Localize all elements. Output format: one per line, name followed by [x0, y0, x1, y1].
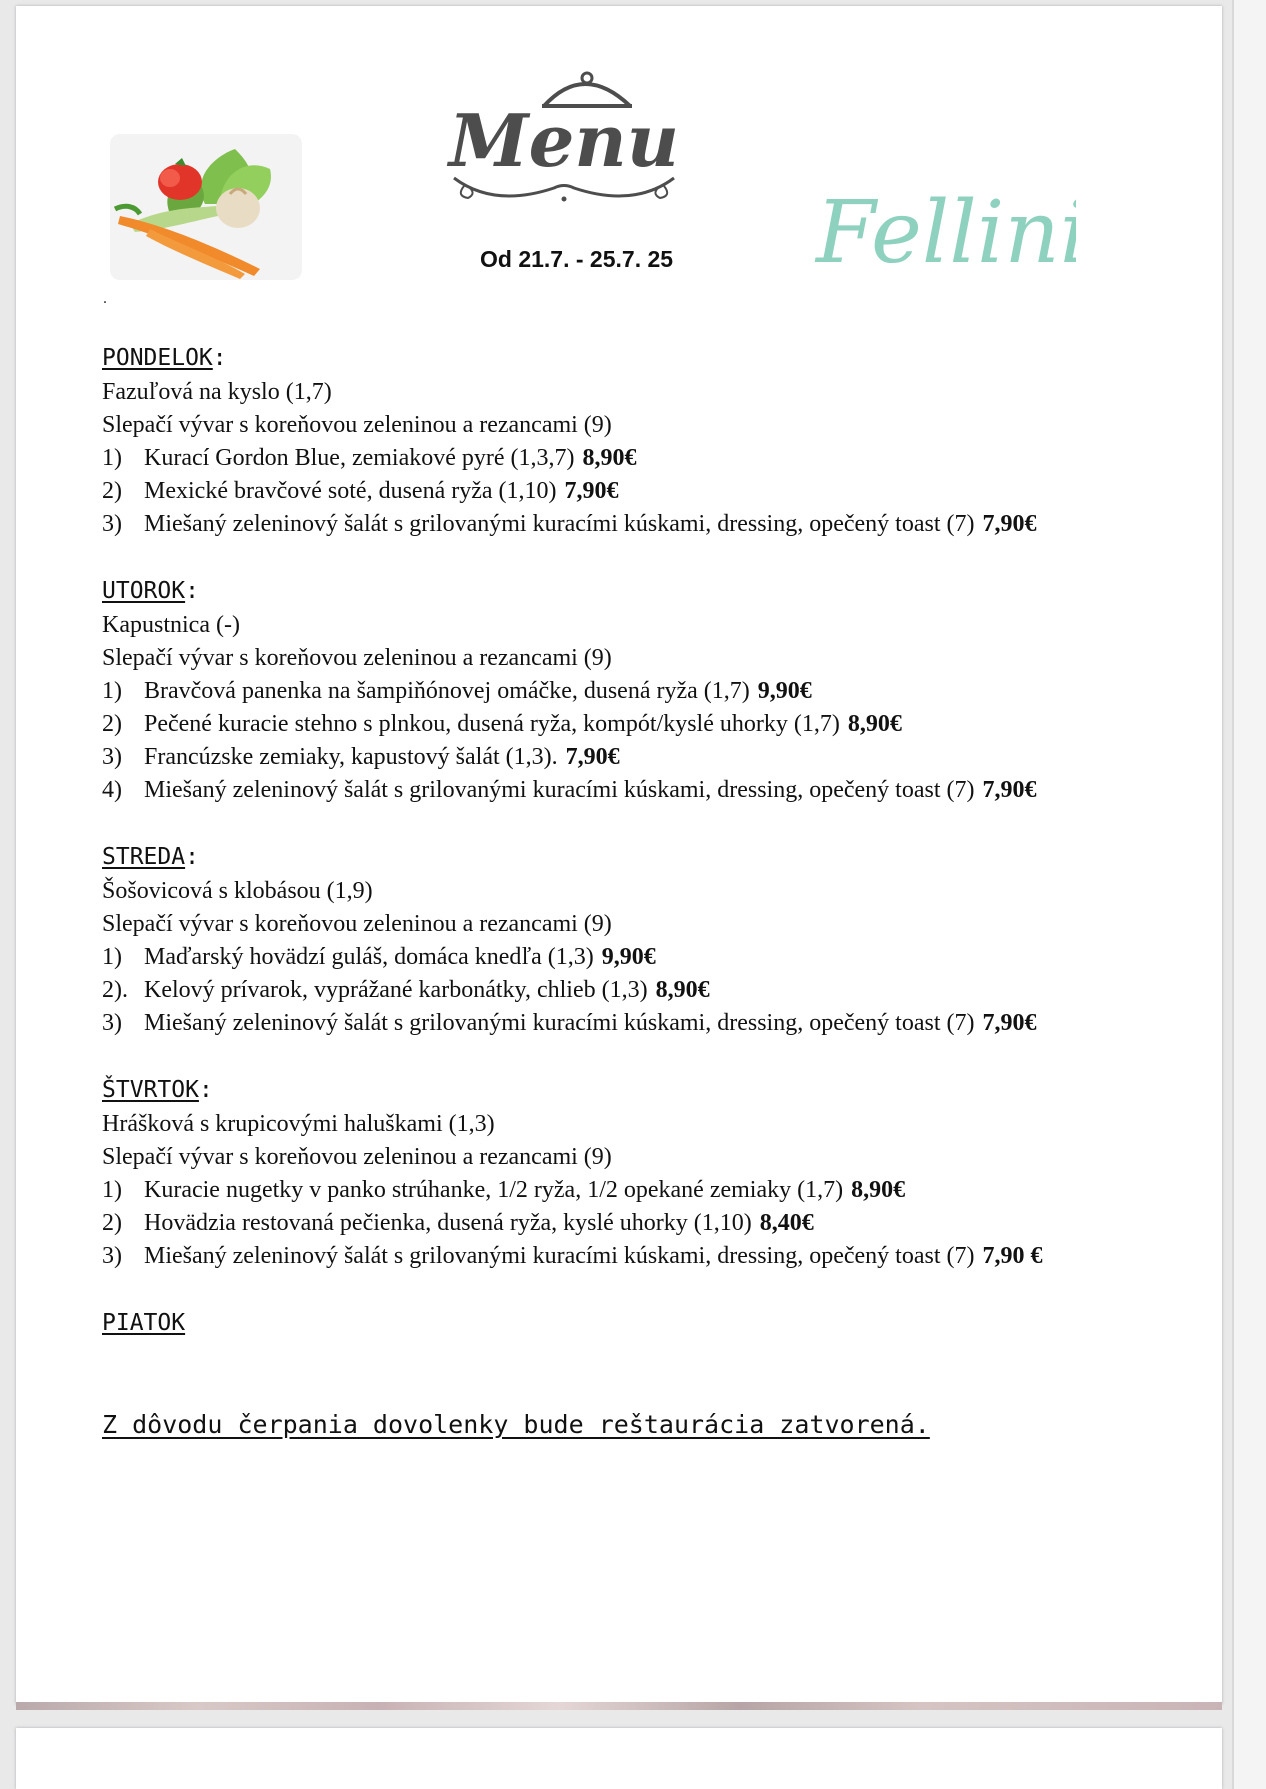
menu-item	[102, 1174, 1202, 1207]
day-title	[102, 340, 1202, 376]
menu-item-number: 2)	[102, 478, 122, 504]
menu-item-number: 1)	[102, 944, 122, 970]
stray-mark: .	[103, 290, 107, 307]
soup-line: Slepačí vývar s koreňovou zeleninou a rezancami (9)	[102, 911, 612, 937]
menu-item-price: 8,40€	[759, 1210, 814, 1236]
scrollbar-track[interactable]	[1232, 0, 1266, 1789]
day-name-suffix: :	[185, 578, 199, 604]
menu-item-number: 2)	[102, 1210, 122, 1236]
menu-item-price: 7,90€	[982, 777, 1037, 803]
menu-item-text: Kurací Gordon Blue, zemiakové pyré (1,3,7)	[144, 445, 575, 471]
menu-item-text: Pečené kuracie stehno s plnkou, dusená ryža, kompót/kyslé uhorky (1,7)	[144, 711, 840, 737]
menu-item-price: 8,90€	[655, 977, 710, 1003]
menu-item-text: Maďarský hovädzí guláš, domáca knedľa (1,3)	[144, 944, 594, 970]
menu-item-price: 8,90€	[847, 711, 902, 737]
menu-item-number: 3)	[102, 511, 122, 537]
closed-notice: Z dôvodu čerpania dovolenky bude reštaurácia zatvorená.	[102, 1410, 930, 1439]
menu-item-text: Kelový prívarok, vyprážané karbonátky, chlieb (1,3)	[144, 977, 648, 1003]
menu-item-price: 9,90€	[757, 678, 812, 704]
menu-item-number: 3)	[102, 1010, 122, 1036]
day-section	[102, 573, 1202, 807]
day-name-suffix: :	[198, 1077, 213, 1103]
day-title	[102, 1072, 1202, 1108]
menu-item-text: Hovädzia restovaná pečienka, dusená ryža, kyslé uhorky (1,10)	[144, 1210, 752, 1236]
menu-item-text: Miešaný zeleninový šalát s grilovanými kuracími kúskami, dressing, opečený toast (7)	[144, 777, 975, 803]
menu-item-number: 2).	[102, 977, 128, 1003]
menu-item	[102, 675, 1202, 708]
soup-line: Šošovicová s klobásou (1,9)	[102, 878, 373, 904]
day-title	[102, 839, 1202, 875]
day-section	[102, 1305, 1202, 1341]
menu-item-price: 7,90€	[564, 478, 619, 504]
day-name-suffix: :	[185, 844, 199, 870]
soup-line: Slepačí vývar s koreňovou zeleninou a rezancami (9)	[102, 645, 612, 671]
menu-item-number: 1)	[102, 678, 122, 704]
day-name-suffix: :	[212, 345, 227, 371]
menu-item-text: Miešaný zeleninový šalát s grilovanými kuracími kúskami, dressing, opečený toast (7)	[144, 511, 975, 537]
menu-item	[102, 442, 1202, 475]
menu-item	[102, 508, 1202, 541]
menu-item-price: 7,90€	[982, 1010, 1037, 1036]
soup-line: Fazuľová na kyslo (1,7)	[102, 379, 332, 405]
day-name: UTOROK	[102, 578, 186, 604]
soup-line: Hrášková s krupicovými haluškami (1,3)	[102, 1111, 495, 1137]
menu-item-text: Kuracie nugetky v panko strúhanke, 1/2 ryža, 1/2 opekané zemiaky (1,7)	[144, 1177, 844, 1203]
soup-line: Kapustnica (-)	[102, 612, 240, 638]
menu-item	[102, 741, 1202, 774]
day-name: PIATOK	[102, 1310, 186, 1336]
menu-item-text: Francúzske zemiaky, kapustový šalát (1,3).	[144, 744, 558, 770]
day-name: STREDA	[102, 844, 186, 870]
menu-content	[102, 340, 1202, 1373]
menu-item	[102, 774, 1202, 807]
menu-item-text: Miešaný zeleninový šalát s grilovanými kuracími kúskami, dressing, opečený toast (7)	[144, 1243, 975, 1269]
menu-item-text: Mexické bravčové soté, dusená ryža (1,10)	[144, 478, 557, 504]
restaurant-logo-text: Fellini	[816, 183, 1076, 283]
menu-item-number: 4)	[102, 777, 122, 803]
day-section	[102, 839, 1202, 1040]
day-title	[102, 573, 1202, 609]
menu-item	[102, 1007, 1202, 1040]
soup-line: Slepačí vývar s koreňovou zeleninou a rezancami (9)	[102, 412, 612, 438]
menu-item-price: 7,90€	[982, 511, 1037, 537]
menu-item	[102, 1207, 1202, 1240]
menu-item-text: Miešaný zeleninový šalát s grilovanými kuracími kúskami, dressing, opečený toast (7)	[144, 1010, 975, 1036]
soup-line: Slepačí vývar s koreňovou zeleninou a rezancami (9)	[102, 1144, 612, 1170]
menu-item-number: 3)	[102, 744, 122, 770]
date-range: Od 21.7. - 25.7. 25	[480, 246, 674, 272]
next-page	[16, 1728, 1222, 1789]
menu-item-number: 1)	[102, 1177, 122, 1203]
day-name: PONDELOK	[102, 345, 213, 371]
menu-item	[102, 708, 1202, 741]
next-photo-strip	[16, 1702, 1222, 1710]
menu-item	[102, 475, 1202, 508]
menu-item-number: 2)	[102, 711, 122, 737]
day-title	[102, 1305, 1202, 1341]
menu-item	[102, 1240, 1202, 1273]
restaurant-logo	[806, 162, 1076, 302]
vegetables-illustration	[110, 134, 302, 280]
menu-item-text: Bravčová panenka na šampiňónovej omáčke, dusená ryža (1,7)	[144, 678, 750, 704]
menu-item	[102, 941, 1202, 974]
menu-logo	[434, 68, 694, 218]
menu-item-price: 7,90 €	[982, 1243, 1043, 1269]
menu-item-number: 1)	[102, 445, 122, 471]
menu-item-price: 8,90€	[851, 1177, 906, 1203]
day-section	[102, 340, 1202, 541]
menu-item-price: 7,90€	[565, 744, 620, 770]
menu-item	[102, 974, 1202, 1007]
day-section	[102, 1072, 1202, 1273]
menu-item-price: 8,90€	[582, 445, 637, 471]
menu-logo-text: Menu	[448, 98, 680, 183]
day-name: ŠTVRTOK	[102, 1077, 199, 1103]
menu-item-number: 3)	[102, 1243, 122, 1269]
menu-item-price: 9,90€	[601, 944, 656, 970]
